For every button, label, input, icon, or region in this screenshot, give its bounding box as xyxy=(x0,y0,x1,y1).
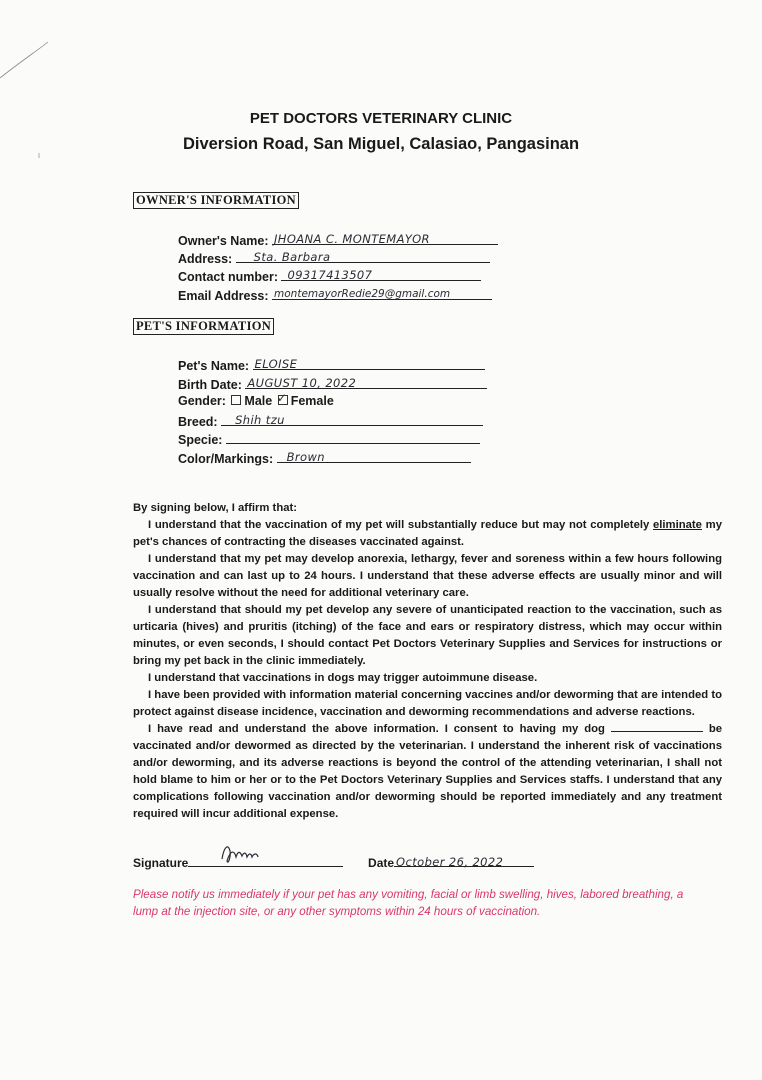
pet-breed-value: Shih tzu xyxy=(235,413,285,427)
scan-mark-l: ι xyxy=(38,150,40,160)
consent-paragraph-3: I understand that should my pet develop any severe of unanticipated reaction to the vaccination, such as urticaria (hives) and pruritis (itching) of the face and ears or respiratory distress, which may occur within minutes, or even seconds, I should contact Pet Doctors Veterinary Supplies and Services for instructions or bring my pet back in the clinic immediately. xyxy=(133,604,722,667)
pet-breed-line[interactable] xyxy=(221,412,483,426)
date-value: October 26, 2022 xyxy=(396,855,504,869)
owner-section-heading: OWNER'S INFORMATION xyxy=(133,192,299,209)
owner-address-line[interactable] xyxy=(236,249,490,263)
owner-contact-label: Contact number: xyxy=(178,270,278,284)
pet-birth-value: AUGUST 10, 2022 xyxy=(247,376,357,390)
pet-color-line[interactable] xyxy=(277,449,471,463)
pet-name-value: ELOISE xyxy=(254,357,298,371)
signature-line[interactable] xyxy=(188,853,343,867)
owner-email-field xyxy=(178,286,492,304)
clinic-address: Diversion Road, San Miguel, Calasiao, Pangasinan xyxy=(182,135,580,153)
pet-color-field xyxy=(178,449,471,467)
consent-paragraph-4: I understand that vaccinations in dogs may trigger autoimmune disease. xyxy=(148,672,538,684)
consent-paragraph-1 xyxy=(133,517,722,551)
male-checkbox[interactable] xyxy=(231,395,241,405)
pet-birth-field xyxy=(178,375,487,393)
pet-specie-field xyxy=(178,430,480,448)
pet-color-label: Color/Markings: xyxy=(178,452,274,466)
signature-row xyxy=(133,853,534,870)
date-line[interactable] xyxy=(394,853,534,867)
dog-name-blank[interactable] xyxy=(611,721,703,732)
date-label: Date xyxy=(368,856,395,870)
pet-specie-line[interactable] xyxy=(226,430,480,444)
consent-p1-text: I understand that the vaccination of my pet will substantially reduce but may not completely xyxy=(148,519,650,531)
consent-paragraph-2: I understand that my pet may develop anorexia, lethargy, fever and soreness within a few hours following vaccination and can last up to 24 hours. I understand that these adverse effects are usually minor and will usually resolve without the need for additional veterinary care. xyxy=(133,553,722,599)
pet-birth-line[interactable] xyxy=(245,375,487,389)
owner-address-value: Sta. Barbara xyxy=(253,250,331,264)
owner-name-label: Owner's Name: xyxy=(178,234,269,248)
pet-breed-label: Breed: xyxy=(178,415,218,429)
owner-email-label: Email Address: xyxy=(178,289,269,303)
consent-p6-text: I have read and understand the above information. I consent to having my dog xyxy=(148,723,605,735)
owner-email-value: montemayorRedie29@gmail.com xyxy=(274,288,451,300)
owner-contact-field xyxy=(178,267,481,285)
consent-p1-rest: my pet's chances of contracting the diseases vaccinated against. xyxy=(133,519,722,548)
pet-specie-label: Specie: xyxy=(178,433,223,447)
pet-birth-label: Birth Date: xyxy=(178,378,242,392)
owner-address-label: Address: xyxy=(178,252,233,266)
clinic-name: PET DOCTORS VETERINARY CLINIC xyxy=(249,110,513,127)
female-label: Female xyxy=(290,394,334,408)
consent-paragraph-5: I have been provided with information material concerning vaccines and/or deworming that are intended to protect against disease incidence, vaccination and deworming recommendations and adverse reactions. xyxy=(133,689,722,718)
signature-scribble xyxy=(218,841,268,867)
signature-label: Signature xyxy=(133,856,189,870)
pet-section-heading: PET'S INFORMATION xyxy=(133,318,274,335)
owner-contact-value: 09317413507 xyxy=(287,268,373,282)
owner-contact-line[interactable] xyxy=(281,267,481,281)
female-checkbox[interactable] xyxy=(276,391,288,405)
pet-gender-field xyxy=(178,393,334,409)
consent-text xyxy=(133,500,722,823)
owner-email-line[interactable] xyxy=(272,286,492,300)
consent-p1-underlined: eliminate xyxy=(652,519,702,531)
owner-name-line[interactable] xyxy=(272,231,498,245)
pet-name-label: Pet's Name: xyxy=(178,359,250,373)
check-mark-icon: ✓ xyxy=(276,391,287,405)
owner-name-field xyxy=(178,231,498,249)
scan-mark xyxy=(0,40,60,80)
pet-breed-field xyxy=(178,412,483,430)
owner-address-field xyxy=(178,249,490,267)
pet-color-value: Brown xyxy=(286,450,325,464)
consent-paragraph-6 xyxy=(133,721,722,823)
pet-gender-label: Gender: xyxy=(178,394,226,408)
aftercare-note: Please notify us immediately if your pet has any vomiting, facial or limb swelling, hives, labored breathing, a lump at the injection site, or any other symptoms within 24 hours of vaccination. xyxy=(133,888,684,918)
male-label: Male xyxy=(244,394,273,408)
consent-p6-rest: be vaccinated and/or dewormed as directed by the veterinarian. I understand the inherent risk of vaccinations and/or deworming, and its adverse reactions is beyond the control of the attending veterinarian, I shall not hold blame to him or her or to the Pet Doctors Veterinary Supplies and Services staffs. I understand that any complications following vaccination and/or deworming should be reported immediately and any treatment required will incur additional expense. xyxy=(133,723,722,820)
owner-name-value: JHOANA C. MONTEMAYOR xyxy=(274,232,430,246)
pet-name-field xyxy=(178,356,485,374)
consent-intro: By signing below, I affirm that: xyxy=(133,502,298,514)
pet-name-line[interactable] xyxy=(253,356,485,370)
